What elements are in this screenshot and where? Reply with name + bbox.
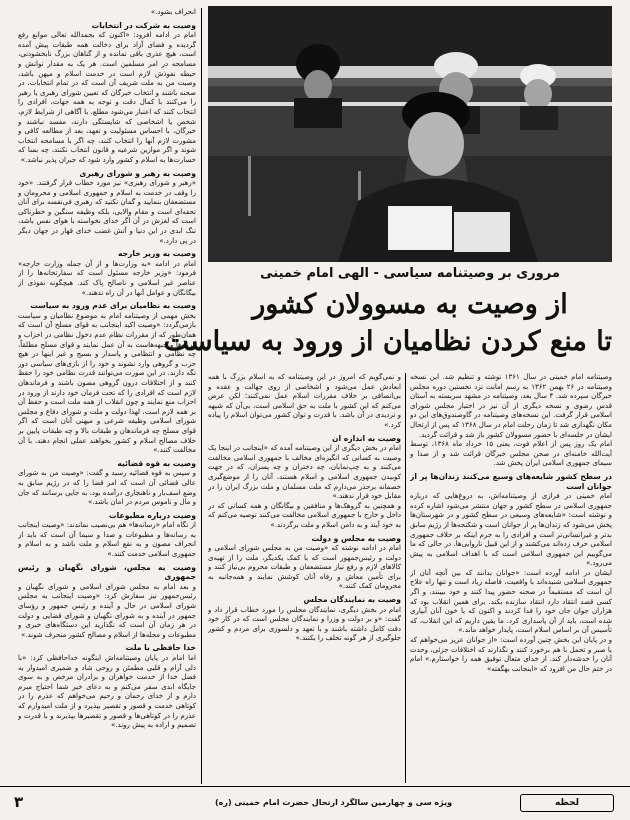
paragraph: از نگاه امام «رسانه‌ها» هم بی‌نصیب نماندند: «وصیت اینجانب به رسانه‌ها و مطبوعات و صدا و سیما آن است که باید از انحراف مصون و به نفع اسلام و ملت باشد و به اسلام و جمهوری اسلامی خدمت کنند.» [18, 521, 196, 559]
section-heading: وصیت به مجلس و دولت [311, 533, 401, 543]
section-heading: خدا حافظی با ملت [125, 643, 196, 653]
section-heading: وصیت به وزیر خارجه [117, 249, 196, 259]
section-heading: وصیت به رهبر و شورای رهبری [79, 168, 196, 178]
paragraph: امام خمینی در فرازی از وصیتنامه‌اش، به دروغ‌هایی که درباره جمهوری اسلامی در سطح کشور و جهان منتشر می‌شود اشاره کرده و نوشته است: «شایعه‌های وسیعی در سطح کشور و در شهرستان‌ها پخش می‌شود که زندان‌ها پر از جوانان است و شکنجه‌ها از رژیم سابق بدتر و غیرانسانی‌تر است و افرادی را به جرم اینکه بر خلاف جمهوری اسلامی حرف زده‌اند می‌کشند و از این قبیل ناروایی‌ها. در حالی که ما می‌گوییم این جمهوری اسلامی است که با اهداف اسلامی به پیش می‌رود.» [410, 492, 612, 568]
section-heading: وصیت به نظامیان برای عدم ورود به سیاست [30, 301, 196, 311]
page-number: ۳ [14, 793, 24, 811]
paragraph: و بعد امام به مجلس شورای اسلامی و شورای نگهبان و رئیس‌جمهور نیز سفارش کرد: «وصیت اینجانب به مجلس شورای اسلامی در حال و آینده و رئیس جمهور و رؤسای جمهور در آینده و به شورای نگهبان و شورای قضایی و دولت در هر زمان آن است که نگذارید این دستگاه‌های خبری و مطبوعات و مجله‌ها از اسلام و مصالح کشور منحرف شوند.» [18, 582, 196, 639]
section-heading: وصیت به قوه قضائیه [117, 458, 196, 468]
footer-rule [0, 786, 630, 787]
section-heading: وصیت به نمایندگان مجلس [303, 595, 401, 605]
middle-article-column [208, 373, 401, 783]
paragraph: اما امام در پایان وصیتنامه‌اش اینگونه خداحافظی کرد: «با دلی آرام و قلبی مطمئن و روحی شاد و ضمیری امیدوار به فضل خدا از خدمت خواهران و برادران مرخص و به سوی جایگاه ابدی سفر می‌کنم و به دعای خیر شما احتیاج مبرم دارم و از خدای رحمان و رحیم می‌خواهم که عذرم را در کوتاهی خدمت و قصور و تقصیر بپذیرد و از ملت امیدوارم که عذرم را در کوتاهی‌ها و قصور و تقصیرها بپذیرند و با قدرت و تصمیم و اراده به پیش روند.» [18, 654, 196, 730]
footer-caption: ویژه سی و چهارمین سالگرد ارتحال حضرت امام خمینی (ره) [215, 798, 453, 807]
right-article-column [410, 373, 612, 783]
section-heading: وصیت درباره مطبوعات [109, 510, 196, 520]
section-heading: وصیت به اندازه ان [332, 433, 401, 443]
column-divider [405, 373, 406, 783]
headline-line-1: از وصیت به مسوولان کشور [252, 289, 568, 320]
newspaper-logo: لحظه [520, 794, 614, 812]
section-heading: در سطح کشور شایعه‌های وسیع می‌کنند زندان‌ها پر از جوانان است [410, 471, 612, 491]
paragraph: و سپس به قوه قضائیه رسید و گفت: «وصیت من به شورای عالی قضائی آن است که امر قضا را که در رژیم سابق به وضع اسف‌بار و ناهنجاری درآمده بود، به جایی برسانند که جان و مال و ناموس مردم در امان باشد.» [18, 469, 196, 507]
column-divider [201, 8, 202, 784]
section-heading: وصیت به مجلس، شورای نگهبان و رئیس جمهوری [18, 562, 196, 582]
headline-line-2: تا منع کردن نظامیان از ورود به سیاست [163, 326, 612, 357]
paragraph: امام در بخش دیگری، نمایندگان مجلس را مورد خطاب قرار داد و گفت: «و بر دولت و وزرا و نمایندگان مجلس است که در کار خود دقت کامل داشته باشند و با تعهد و دلسوزی برای مردم و کشور جلوگیری از هر گونه تخلف را بکنند.» [208, 605, 401, 643]
paragraph: انحراف بشود.» [150, 8, 196, 16]
paragraph: ایشان در ادامه آورده است: «جوانان بدانند که بین آنچه آنان از جمهوری اسلامی شنیده‌اند با واقعیت، فاصله زیاد است و تنها راه علاج آن است که مستقیماً در صحنه حضور پیدا کنند و خود ببینند، و اگر کسی قصد انتقاد دارد انتقاد سازنده بکند. برای همین انقلاب بود که هزاران جوان جان خود را فدا کردند و اکنون که با خون آنان آبیاری شده است، باید از آن پاسداری کرد. ما یقین داریم که این انقلاب، که تأسیس آن بر اساس اسلام است، پایدار خواهد ماند.» [410, 568, 612, 635]
paragraph: امام در ادامه افزود: «اکنون که بحمدالله تعالی موانع رفع گردیده و فضای آزاد برای دخالت همه طبقات پیش آمده است، هیچ عذری باقی نمانده و از گناهان بزرگ نابخشودنی، مسامحه در امر مسلمین است. هر یک به مقدار توانش و حیطه نفوذش لازم است در خدمت اسلام و میهن باشد، وصیت من به ملت شریف آن است که در تمام انتخابات، در صحنه باشند و انتخاب خبرگان که تعیین شورای رهبری یا رهبر را می‌کنند با کمال دقت و توجه به همه جهات، افرادی را انتخاب کنند که اعتبار می‌شود مطلع، با آگاهی از شرایط لازم، شخص یا اشخاصی که شایستگی دارند، مفسد نباشند و خبرگان، با احساس مسئولیت و تعهد، بعد از مطالعه کافی و مشورت لازم آنها را انتخاب کنند، چه اگر با مسامحه انتخاب شوند و اگر موازین شرعیه و قانون انتخاب نکنند، چه بسا که خسارت‌ها به اسلام و کشور وارد شود که جبران پذیر نباشد.» [18, 31, 196, 164]
paragraph: امام در ادامه «به وزارت‌ها و از آن جمله وزارت خارجه» فرمود: «وزیر خارجه مسئول است که سفارتخانه‌ها را از عناصر غیر اسلامی و ناصالح پاک کند. هیچگونه نفوذی از بیگانگان و عوامل آنها در آن راه ندهند.» [18, 259, 196, 297]
paragraph: امام در ادامه نوشته که «وصیت من به مجلس شورای اسلامی و دولت و رئیس‌جمهور است که با کمک یکدیگر، ملت را از تهیه‌ی کالاهای لازم و رفع نیاز مستضعفان و طبقات محروم بی‌نیاز کنند و برای تأمین معاش و رفاه آنان کوشش نمایند و همه‌جانبه به محرومان کمک کنند.» [208, 544, 401, 591]
paragraph: «رهبر و شورای رهبری» نیز مورد خطاب قرار گرفتند. «خود را وقف در خدمت به اسلام و جمهوری اسلامی و محرومان و مستضعفان بنمایید و گمان نکنید که رهبری فی‌نفسه برای آنان تحفه‌ای است و مقام والایی، بلکه وظیفه سنگین و خطرناکی است که لغزش در آن اگر خدای نخواسته با هوای نفس باشد، ننگ ابدی در این دنیا و آتش غضب خدای قهار در جهان دیگر در پی دارد.» [18, 179, 196, 245]
paragraph: و در پایان این بخش چنین آورده است: «از جوانان عزیز می‌خواهم که با صبر و تحمل با هم برخورد کنند و نگذارند که اختلافات جزئی، وحدت آنان را خدشه‌دار کند. از خدای متعال توفیق همه را خواستارم.» امام در ختم حال من افزود که «اینجانب بهگفته» [410, 636, 612, 673]
paragraph: بخش مهمی از وصیتنامه امام به موضوع نظامیان و سیاست بازمی‌گردد: «وصیت اکید اینجانب به قوای مسلح آن است که همان‌طور که از مقررات نظام عدم دخول نظامی در احزاب و گروه‌ها و جبهه‌هاست به آن عمل نمایند و قوای مسلح مطلقاً، چه نظامی و انتظامی و پاسدار و بسیج و غیر اینها در هیچ حزب و گروهی وارد نشوند و خود را از بازی‌های سیاسی دور نگه دارند. در این صورت می‌توانند قدرت نظامی خود را حفظ کنند و از اختلافات درون گروهی مصون باشند و فرماندهان لازم است که افرادی را که تحت فرمان خود دارند از ورود در احزاب منع نمایند و چون انقلاب از همه ملت است و حفظ آن بر همه لازم است، لهذا دولت و ملت و شورای دفاع و مجلس شورای اسلامی وظیفه شرعی و میهنی آنان است که اگر قوای مسلح چه فرماندهان و طبقات بالا و چه طبقات پایین بر خلاف مصالح اسلام و کشور بخواهند عملی انجام دهند، با آن مخالفت کنند.» [18, 311, 196, 455]
paragraph: امام در بخش دیگری از این وصیتنامه آمده که «اینجانب در اینجا یک وصیت به کسانی که انگیزه‌ای مخالف با جمهوری اسلامی مخالفت می‌کنند و به چپ‌نمایان، چه دختران و چه پسران، که در جهت کوبیدن جمهوری اسلامی و اسلام هستند، آنان را از موضع‌گیری خصمانه برحذر می‌دارم که ملت مسلمان و ملت بزرگ ایران را در مقابل خود قرار ندهند.» [208, 444, 401, 501]
article-kicker: مروری بر وصیتنامه سیاسی - الهی امام خمینی [260, 266, 560, 281]
section-heading: وصیت به شرکت در انتخابات [91, 20, 196, 30]
paragraph: و نمی‌گویم که امروز در این وصیتنامه که به اسلام بزرگ با همه ابعادش عمل می‌شود و اشخاصی از روی جهالت و عقده و بی‌انصافی بر خلاف مقررات اسلام عمل نمی‌کنند؛ لکن عرض می‌کنم که این کشور با ملت به حق اسلامی است، بی‌آن که شبهه و تردیدی در آن باشد. با قدرت و توان کشور می‌توان اسلام را پیاده کرد.» [208, 373, 401, 429]
left-article-column [18, 8, 196, 780]
paragraph: امام یک روز پس از اعلام فوت، یعنی ۱۵ خرداد ماه ۱۳۶۸، توسط آیت‌الله خامنه‌ای در صحن مجلس خبرگان قرائت شد و از صدا و سیمای جمهوری اسلامی ایران پخش شد. [410, 440, 612, 468]
paragraph: و همچنین به گروهک‌ها و منافقین و بیگانگان و همه کسانی که در داخل و خارج با جمهوری اسلامی مخالفت می‌کنند توصیه می‌کنم که به خود آیند و به دامن اسلام و ملت برگردند.» [208, 501, 401, 529]
paragraph: وصیتنامه امام خمینی در سال ۱۳۶۱ نوشته و تنظیم شد. این نسخه وصیتنامه در ۲۶ بهمن ۱۳۶۲ به رسم امانت نزد نخستین دوره مجلس خبرگان سپرده شد. ۴ سال بعد، وصیتنامه در مشهد سربسته به آستان قدس رضوی و نسخه دیگری از آن نیز در اختیار مجلس شورای اسلامی قرار گرفت. این نسخه‌های وصیتنامه در گاوصندوق‌های این دو مکان نگهداری شد تا زمان رحلت امام در سال ۱۳۶۸ که پس از ارتحال ایشان در جلسه‌ای با حضور مسوولان کشور باز شد و قرائت گردید. [410, 373, 612, 439]
article-photo [208, 6, 612, 262]
